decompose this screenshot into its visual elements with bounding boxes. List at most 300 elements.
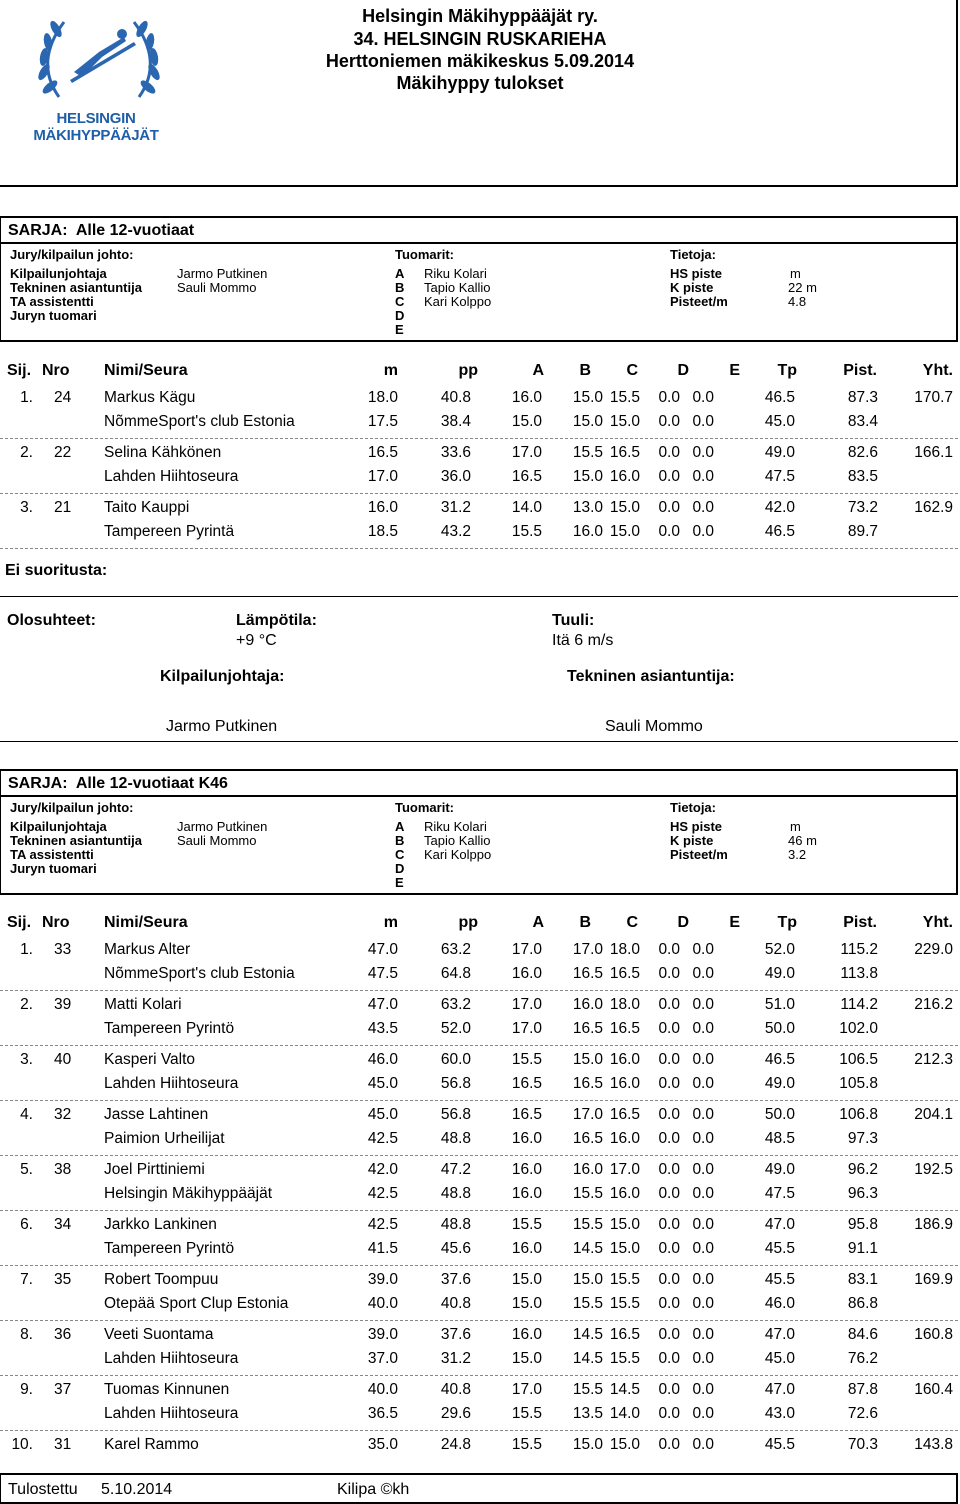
judge-letter-a: A (395, 266, 405, 281)
bib-number: 34 (54, 1216, 72, 1233)
jump2-tp: 47.5 (764, 1185, 795, 1202)
jump2-pist: 72.6 (847, 1405, 878, 1422)
jump1-e: 0.0 (692, 1161, 714, 1178)
jump2-pist: 96.3 (847, 1185, 878, 1202)
jump1-pist: 84.6 (847, 1326, 878, 1343)
total-points: 216.2 (914, 996, 953, 1013)
ta-label-2: Tekninen asiantuntija (10, 833, 142, 848)
athlete-name: Robert Toompuu (104, 1271, 219, 1288)
kj-label-2: Kilpailunjohtaja (10, 819, 107, 834)
athlete-club: Tampereen Pyrintö (104, 1240, 235, 1257)
jump2-b: 15.0 (572, 413, 603, 430)
section1-title-bar (0, 216, 958, 244)
footer-printed-date: 5.10.2014 (101, 1481, 173, 1498)
jump1-c: 15.5 (609, 1271, 640, 1288)
jump1-c: 17.0 (609, 1161, 640, 1178)
judge-letter-c-2: C (395, 847, 405, 862)
jump1-pist: 87.3 (847, 389, 878, 406)
jump2-pp: 40.8 (440, 1295, 471, 1312)
hs-value-2: m (790, 819, 801, 834)
jump2-pp: 45.6 (440, 1240, 471, 1257)
jump2-m: 40.0 (367, 1295, 398, 1312)
jump1-pp: 63.2 (440, 996, 471, 1013)
tuuli-value: Itä 6 m/s (552, 632, 614, 649)
jump1-pist: 87.8 (847, 1381, 878, 1398)
jump1-c: 16.5 (609, 444, 640, 461)
jump1-m: 39.0 (367, 1271, 398, 1288)
jump1-pp: 24.8 (440, 1436, 471, 1453)
jump2-m: 17.0 (367, 468, 398, 485)
jump1-pist: 83.1 (847, 1271, 878, 1288)
jump1-c: 16.0 (609, 1051, 640, 1068)
judge-letter-d: D (395, 308, 405, 323)
jump2-a: 16.5 (511, 1075, 542, 1092)
jump2-tp: 45.0 (764, 413, 795, 430)
jump1-pp: 47.2 (440, 1161, 471, 1178)
bib-number: 33 (54, 941, 72, 958)
jump2-pist: 91.1 (847, 1240, 878, 1257)
tuomarit-heading: Tuomarit: (395, 247, 454, 262)
jump2-m: 43.5 (367, 1020, 398, 1037)
total-points: 160.8 (914, 1326, 953, 1343)
header-subtitle: Mäkihyppy tulokset (396, 73, 564, 93)
jump1-c: 16.5 (609, 1326, 640, 1343)
col-header-sij: Sij. (7, 914, 32, 931)
header-box (0, 0, 958, 187)
jump1-a: 16.0 (511, 389, 542, 406)
jump2-d: 0.0 (658, 1405, 680, 1422)
kj-value-2: Jarmo Putkinen (177, 819, 268, 834)
jump2-e: 0.0 (692, 1295, 714, 1312)
jump1-a: 15.0 (511, 1271, 542, 1288)
jump2-pp: 48.8 (440, 1185, 471, 1202)
jump1-m: 18.0 (367, 389, 398, 406)
col-header-pist: Pist. (843, 362, 877, 379)
athlete-club: Otepää Sport Clup Estonia (104, 1295, 289, 1312)
col-header-d: D (677, 362, 689, 379)
jump1-tp: 42.0 (764, 499, 795, 516)
jump2-pist: 76.2 (847, 1350, 878, 1367)
jump1-b: 15.0 (572, 1051, 603, 1068)
col-header-yht: Yht. (922, 362, 953, 379)
jump1-d: 0.0 (658, 499, 680, 516)
lampotila-label: Lämpötila: (236, 612, 317, 629)
rank-cell: 8. (20, 1326, 33, 1343)
jump2-pist: 97.3 (847, 1130, 878, 1147)
jump2-e: 0.0 (692, 1130, 714, 1147)
jump1-d: 0.0 (658, 1216, 680, 1233)
jump1-b: 13.0 (572, 499, 603, 516)
pisteet-label: Pisteet/m (670, 294, 728, 309)
jump1-pp: 56.8 (440, 1106, 471, 1123)
jump1-pist: 73.2 (847, 499, 878, 516)
jump1-m: 16.0 (367, 499, 398, 516)
jump1-a: 17.0 (511, 996, 542, 1013)
jump2-e: 0.0 (692, 523, 714, 540)
jump2-e: 0.0 (692, 1020, 714, 1037)
k-label-2: K piste (670, 833, 714, 848)
jump2-tp: 45.5 (764, 1240, 795, 1257)
jump2-c: 15.0 (609, 413, 640, 430)
jump2-pist: 102.0 (839, 1020, 878, 1037)
jump1-d: 0.0 (658, 996, 680, 1013)
row-divider (0, 1210, 958, 1211)
jump2-b: 15.5 (572, 1295, 603, 1312)
jump2-e: 0.0 (692, 1405, 714, 1422)
jump1-pp: 31.2 (440, 499, 471, 516)
jump1-e: 0.0 (692, 1271, 714, 1288)
tuuli-label: Tuuli: (552, 612, 595, 629)
bib-number: 22 (54, 444, 72, 461)
jump1-pp: 60.0 (440, 1051, 471, 1068)
hs-value: m (790, 266, 801, 281)
rank-cell: 2. (20, 444, 33, 461)
rank-cell: 4. (20, 1106, 33, 1123)
athlete-club: Helsingin Mäkihyppääjät (104, 1185, 273, 1202)
jump1-tp: 46.5 (764, 1051, 795, 1068)
jump1-pp: 40.8 (440, 1381, 471, 1398)
athlete-club: Lahden Hiihtoseura (104, 1350, 239, 1367)
jump1-pist: 106.5 (839, 1051, 878, 1068)
col-header-pist: Pist. (843, 914, 877, 931)
jump1-c: 14.5 (609, 1381, 640, 1398)
jump2-d: 0.0 (658, 468, 680, 485)
jump2-m: 45.0 (367, 1075, 398, 1092)
judge-letter-e: E (395, 322, 404, 337)
athlete-club: Tampereen Pyrintö (104, 1020, 235, 1037)
rank-cell: 5. (20, 1161, 33, 1178)
bib-number: 36 (54, 1326, 72, 1343)
jump2-c: 16.5 (609, 1020, 640, 1037)
jump1-tp: 49.0 (764, 1161, 795, 1178)
lampotila-value: +9 °C (236, 632, 277, 649)
jump1-tp: 52.0 (764, 941, 795, 958)
rank-cell: 1. (20, 389, 33, 406)
jump2-tp: 43.0 (764, 1405, 795, 1422)
col-header-m: m (383, 914, 398, 931)
jump2-pist: 105.8 (839, 1075, 878, 1092)
row-divider (0, 1320, 958, 1321)
jump1-c: 15.5 (609, 389, 640, 406)
jump1-c: 15.0 (609, 1436, 640, 1453)
hs-label-2: HS piste (670, 819, 723, 834)
section2-title: SARJA: Alle 12-vuotiaat K46 (8, 775, 228, 792)
juryn-label-2: Juryn tuomari (10, 861, 97, 876)
jump1-e: 0.0 (692, 499, 714, 516)
rank-cell: 2. (20, 996, 33, 1013)
jump1-tp: 51.0 (764, 996, 795, 1013)
jump1-m: 35.0 (367, 1436, 398, 1453)
jump2-a: 16.5 (511, 468, 542, 485)
jump2-d: 0.0 (658, 1130, 680, 1147)
jump1-m: 16.5 (367, 444, 398, 461)
bib-number: 32 (54, 1106, 72, 1123)
judge-a-name-2: Riku Kolari (424, 819, 487, 834)
ei-suoritusta: Ei suoritusta: (5, 562, 108, 579)
jump2-e: 0.0 (692, 965, 714, 982)
jump2-b: 14.5 (572, 1240, 603, 1257)
jump1-d: 0.0 (658, 1271, 680, 1288)
pisteet-value: 4.8 (788, 294, 807, 309)
jump1-e: 0.0 (692, 1216, 714, 1233)
jump1-m: 45.0 (367, 1106, 398, 1123)
row-divider (0, 1375, 958, 1376)
total-points: 162.9 (914, 499, 953, 516)
judge-letter-a-2: A (395, 819, 405, 834)
pisteet-label-2: Pisteet/m (670, 847, 728, 862)
jump1-a: 17.0 (511, 941, 542, 958)
header-org: Helsingin Mäkihyppääjät ry. (362, 6, 598, 26)
total-points: 212.3 (914, 1051, 953, 1068)
total-points: 160.4 (914, 1381, 953, 1398)
rank-cell: 9. (20, 1381, 33, 1398)
tietoja-heading-2: Tietoja: (670, 800, 716, 815)
jump2-pist: 113.8 (840, 965, 878, 982)
jump2-c: 16.0 (609, 468, 640, 485)
jump2-d: 0.0 (658, 1020, 680, 1037)
total-points: 204.1 (914, 1106, 953, 1123)
jump2-e: 0.0 (692, 413, 714, 430)
jump2-pist: 83.4 (847, 413, 878, 430)
k-label: K piste (670, 280, 714, 295)
jump1-tp: 45.5 (764, 1271, 795, 1288)
athlete-club: Lahden Hiihtoseura (104, 1075, 239, 1092)
jump2-pp: 64.8 (440, 965, 471, 982)
row-divider (0, 1430, 958, 1431)
col-header-e: E (729, 914, 740, 931)
jury-heading-2: Jury/kilpailun johto: (10, 800, 134, 815)
k-value-2: 46 m (788, 833, 817, 848)
jump2-e: 0.0 (692, 1240, 714, 1257)
jump1-b: 14.5 (572, 1326, 603, 1343)
jump2-m: 18.5 (367, 523, 398, 540)
col-header-nimiseura: Nimi/Seura (104, 362, 188, 379)
jury-heading: Jury/kilpailun johto: (10, 247, 134, 262)
jump1-m: 47.0 (367, 996, 398, 1013)
jump1-pist: 114.2 (840, 996, 878, 1013)
judge-c-name: Kari Kolppo (424, 294, 492, 309)
jump2-a: 15.5 (511, 523, 542, 540)
kj-value: Jarmo Putkinen (177, 266, 268, 281)
row-divider (0, 1155, 958, 1156)
col-header-pp: pp (458, 914, 478, 931)
jump1-pist: 96.2 (847, 1161, 878, 1178)
jump1-pp: 40.8 (440, 389, 471, 406)
jump1-b: 15.5 (572, 1381, 603, 1398)
jump2-tp: 46.5 (764, 523, 795, 540)
jump2-b: 16.0 (572, 523, 603, 540)
jump1-c: 18.0 (609, 941, 640, 958)
jump2-a: 16.0 (511, 965, 542, 982)
conditions-bottom-divider (0, 741, 958, 742)
total-points: 186.9 (914, 1216, 953, 1233)
jump1-a: 16.0 (511, 1161, 542, 1178)
jump2-d: 0.0 (658, 1185, 680, 1202)
jump1-b: 15.5 (572, 1216, 603, 1233)
col-header-tp: Tp (777, 362, 797, 379)
athlete-name: Markus Alter (104, 941, 191, 958)
jump2-a: 16.0 (511, 1185, 542, 1202)
jump2-d: 0.0 (658, 1075, 680, 1092)
jump2-tp: 47.5 (764, 468, 795, 485)
jump2-d: 0.0 (658, 1295, 680, 1312)
jump1-d: 0.0 (658, 444, 680, 461)
jump1-b: 16.0 (572, 1161, 603, 1178)
pisteet-value-2: 3.2 (788, 847, 807, 862)
col-header-b: B (579, 362, 591, 379)
jump2-a: 15.0 (511, 1350, 542, 1367)
jump1-d: 0.0 (658, 1051, 680, 1068)
jump2-pp: 31.2 (440, 1350, 471, 1367)
col-header-a: A (532, 362, 544, 379)
section2-title-bar (0, 769, 958, 797)
jump1-tp: 47.0 (764, 1326, 795, 1343)
col-header-e: E (729, 362, 740, 379)
conditions-divider (0, 596, 958, 597)
jump1-m: 42.5 (367, 1216, 398, 1233)
jump1-b: 17.0 (572, 941, 603, 958)
jump1-a: 16.0 (511, 1326, 542, 1343)
jump2-c: 16.0 (609, 1185, 640, 1202)
col-header-tp: Tp (777, 914, 797, 931)
jump1-pist: 115.2 (840, 941, 878, 958)
jump2-a: 17.0 (511, 1020, 542, 1037)
jump2-m: 47.5 (367, 965, 398, 982)
col-header-b: B (579, 914, 591, 931)
jump2-tp: 45.0 (764, 1350, 795, 1367)
jump2-pist: 89.7 (847, 523, 878, 540)
jump2-tp: 48.5 (764, 1130, 795, 1147)
footer (0, 1473, 958, 1504)
jump2-a: 16.0 (511, 1240, 542, 1257)
col-header-nimiseura: Nimi/Seura (104, 914, 188, 931)
jump2-c: 14.0 (609, 1405, 640, 1422)
ta-sign-label: Tekninen asiantuntija: (567, 668, 735, 685)
jump2-c: 15.0 (609, 1240, 640, 1257)
col-header-a: A (532, 914, 544, 931)
jump2-pp: 56.8 (440, 1075, 471, 1092)
row-divider (0, 438, 958, 439)
jump2-b: 15.0 (572, 468, 603, 485)
jump2-c: 16.0 (609, 1075, 640, 1092)
jump2-pp: 29.6 (440, 1405, 471, 1422)
jump2-a: 15.0 (511, 1295, 542, 1312)
total-points: 192.5 (914, 1161, 953, 1178)
col-header-yht: Yht. (922, 914, 953, 931)
total-points: 169.9 (914, 1271, 953, 1288)
bib-number: 35 (54, 1271, 72, 1288)
jump1-a: 15.5 (511, 1051, 542, 1068)
jump2-m: 41.5 (367, 1240, 398, 1257)
kj-sign-label: Kilpailunjohtaja: (160, 668, 285, 685)
jump1-m: 46.0 (367, 1051, 398, 1068)
jump1-pp: 37.6 (440, 1271, 471, 1288)
col-header-nro: Nro (42, 914, 70, 931)
bib-number: 31 (54, 1436, 72, 1453)
row-divider (0, 548, 958, 549)
jump1-a: 16.5 (511, 1106, 542, 1123)
jump1-c: 15.0 (609, 499, 640, 516)
jump2-d: 0.0 (658, 1350, 680, 1367)
jump2-tp: 49.0 (764, 1075, 795, 1092)
row-divider (0, 493, 958, 494)
jump1-b: 15.0 (572, 1271, 603, 1288)
jump2-m: 36.5 (367, 1405, 398, 1422)
jump2-b: 16.5 (572, 1075, 603, 1092)
jump1-c: 15.0 (609, 1216, 640, 1233)
jump2-a: 15.5 (511, 1405, 542, 1422)
jump1-d: 0.0 (658, 1326, 680, 1343)
athlete-name: Kasperi Valto (104, 1051, 196, 1068)
judge-letter-b: B (395, 280, 405, 295)
logo-text: HELSINGIN MÄKIHYPPÄÄJÄT (33, 110, 159, 144)
jump1-pist: 70.3 (847, 1436, 878, 1453)
athlete-name: Taito Kauppi (104, 499, 190, 516)
jump2-a: 15.0 (511, 413, 542, 430)
bib-number: 37 (54, 1381, 72, 1398)
rank-cell: 1. (20, 941, 33, 958)
jump1-e: 0.0 (692, 1326, 714, 1343)
jump2-pist: 86.8 (847, 1295, 878, 1312)
rank-cell: 3. (20, 499, 33, 516)
jump2-pp: 52.0 (440, 1020, 471, 1037)
col-header-sij: Sij. (7, 362, 32, 379)
athlete-club: Lahden Hiihtoseura (104, 1405, 239, 1422)
jump2-b: 16.5 (572, 965, 603, 982)
jump1-e: 0.0 (692, 1436, 714, 1453)
jump2-m: 17.5 (367, 413, 398, 430)
athlete-name: Karel Rammo (104, 1436, 199, 1453)
col-header-nro: Nro (42, 362, 70, 379)
bib-number: 39 (54, 996, 72, 1013)
jump1-m: 40.0 (367, 1381, 398, 1398)
jump1-a: 15.5 (511, 1216, 542, 1233)
jump1-tp: 47.0 (764, 1216, 795, 1233)
footer-printed-label: Tulostettu (8, 1481, 78, 1498)
jump1-d: 0.0 (658, 941, 680, 958)
section1-title: SARJA: Alle 12-vuotiaat (8, 222, 195, 239)
jump2-pp: 43.2 (440, 523, 471, 540)
jump1-b: 15.0 (572, 1436, 603, 1453)
rank-cell: 7. (20, 1271, 33, 1288)
athlete-name: Selina Kähkönen (104, 444, 222, 461)
athlete-name: Veeti Suontama (104, 1326, 214, 1343)
jump1-tp: 50.0 (764, 1106, 795, 1123)
juryn-label: Juryn tuomari (10, 308, 97, 323)
jump1-e: 0.0 (692, 1381, 714, 1398)
jump1-e: 0.0 (692, 1051, 714, 1068)
jump1-pist: 95.8 (847, 1216, 878, 1233)
jump1-e: 0.0 (692, 444, 714, 461)
jump1-pp: 33.6 (440, 444, 471, 461)
col-header-d: D (677, 914, 689, 931)
total-points: 166.1 (914, 444, 953, 461)
jump2-c: 15.5 (609, 1295, 640, 1312)
jump2-tp: 50.0 (764, 1020, 795, 1037)
col-header-pp: pp (458, 362, 478, 379)
jump2-pp: 36.0 (440, 468, 471, 485)
row-divider (0, 1100, 958, 1101)
rank-cell: 10. (11, 1436, 33, 1453)
athlete-club: Tampereen Pyrintä (104, 523, 235, 540)
jump1-e: 0.0 (692, 1106, 714, 1123)
judge-b-name-2: Tapio Kallio (424, 833, 491, 848)
jump2-d: 0.0 (658, 1240, 680, 1257)
jump1-b: 16.0 (572, 996, 603, 1013)
ta-value-2: Sauli Mommo (177, 833, 257, 848)
jump2-pp: 48.8 (440, 1130, 471, 1147)
col-header-m: m (383, 362, 398, 379)
